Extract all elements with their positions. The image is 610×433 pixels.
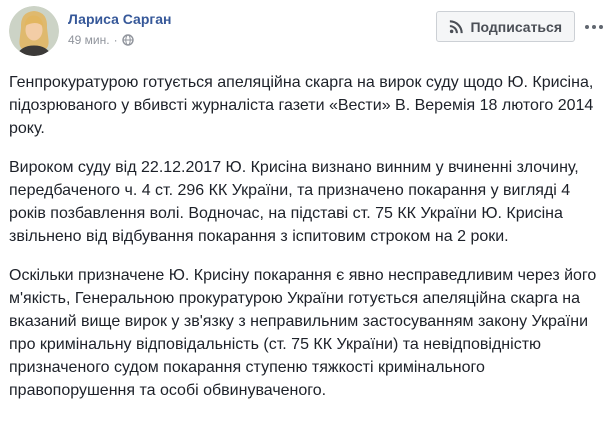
rss-icon [449, 20, 463, 34]
globe-icon [122, 34, 134, 46]
ellipsis-icon [585, 25, 589, 29]
author-name-link[interactable]: Лариса Сарган [68, 11, 172, 27]
post-paragraph: Генпрокуратурою готується апеляційна скарга на вирок суду щодо Ю. Крисіна, підозрюваного у вбивсті журналіста газети «Вести» В. Веремія 18 лютого 2014 року. [9, 74, 594, 137]
follow-button[interactable] [436, 11, 575, 42]
more-options-button[interactable] [584, 19, 604, 35]
post-paragraph: Вироком суду від 22.12.2017 Ю. Крисіна визнано винним у вчиненні злочину, передбаченого ч. 4 ст. 296 КК України, та призначено покарання у вигляді 4 років позбавлення волі. Водночас, на підставі ст. 75 КК України Ю. Крисіна звільнено від відбування покарання з іспитовим строком на 2 роки. [9, 159, 579, 245]
post-body [0, 64, 610, 402]
profile-avatar[interactable] [9, 6, 59, 56]
meta-separator: · [113, 33, 118, 47]
avatar-portrait-image [9, 6, 59, 56]
post-meta-row [68, 33, 436, 47]
post-paragraph: Оскільки призначене Ю. Крисіну покарання є явно несправедливим через його м'якість, Генеральною прокуратурою України готується апеляційна скарга на вказаний вище вирок у зв'язку з неправильним застосуванням закону України про кримінальну відповідальність (ст. 75 КК України) та невідповідністю призначеного судом покарання ступеню тяжкості кримінального правопорушення та особі обвинуваченого. [9, 267, 597, 399]
post-timestamp-link[interactable]: 49 мин. [68, 33, 110, 47]
post-header-info [68, 6, 436, 47]
post-header-actions [436, 6, 606, 42]
post-header [0, 0, 610, 64]
follow-button-label: Подписаться [470, 18, 562, 35]
